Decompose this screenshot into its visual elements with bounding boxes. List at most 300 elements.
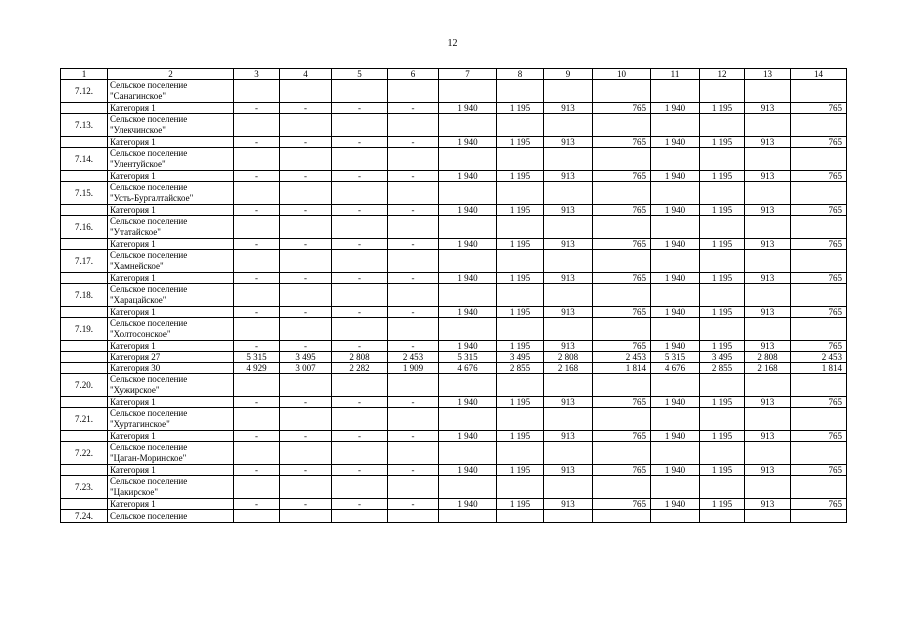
- column-header: 8: [497, 69, 544, 80]
- column-header: 7: [439, 69, 497, 80]
- empty-cell: [61, 363, 108, 374]
- value-cell: 1 940: [651, 465, 700, 476]
- empty-cell: [745, 318, 791, 341]
- empty-cell: [439, 114, 497, 137]
- value-cell: 1 195: [700, 137, 745, 148]
- value-cell: 5 315: [651, 352, 700, 363]
- section-title-line: Сельское поселение: [110, 148, 188, 158]
- empty-cell: [439, 318, 497, 341]
- empty-cell: [700, 442, 745, 465]
- value-cell: 1 195: [700, 499, 745, 510]
- empty-cell: [388, 408, 439, 431]
- empty-cell: [497, 148, 544, 171]
- section-code: 7.24.: [61, 510, 108, 523]
- empty-cell: [388, 442, 439, 465]
- empty-cell: [234, 182, 280, 205]
- empty-cell: [593, 476, 651, 499]
- empty-cell: [593, 80, 651, 103]
- column-header: 14: [791, 69, 847, 80]
- value-cell: 765: [791, 171, 847, 182]
- value-cell: 1 940: [651, 499, 700, 510]
- value-cell: 1 909: [388, 363, 439, 374]
- empty-cell: [332, 374, 388, 397]
- empty-cell: [439, 510, 497, 523]
- section-title-line: Сельское поселение: [110, 284, 188, 294]
- value-cell: -: [388, 171, 439, 182]
- section-title-line: "Цаган-Моринское": [110, 453, 187, 463]
- empty-cell: [497, 476, 544, 499]
- table-row: [61, 137, 847, 148]
- empty-cell: [700, 216, 745, 239]
- value-cell: 1 940: [439, 239, 497, 250]
- section-title-line: "Санагинское": [110, 91, 166, 101]
- empty-cell: [791, 284, 847, 307]
- empty-cell: [439, 408, 497, 431]
- value-cell: -: [332, 499, 388, 510]
- value-cell: 913: [544, 307, 593, 318]
- column-header: 3: [234, 69, 280, 80]
- section-title-line: "Улентуйское": [110, 159, 166, 169]
- column-header: 10: [593, 69, 651, 80]
- table-row: [61, 205, 847, 216]
- value-cell: 913: [544, 273, 593, 284]
- category-label: Категория 1: [108, 137, 234, 148]
- section-title-row: [61, 80, 847, 103]
- value-cell: 1 940: [651, 239, 700, 250]
- empty-cell: [332, 148, 388, 171]
- value-cell: 1 940: [651, 171, 700, 182]
- empty-cell: [700, 114, 745, 137]
- value-cell: 765: [593, 431, 651, 442]
- value-cell: -: [280, 397, 332, 408]
- value-cell: -: [332, 341, 388, 352]
- value-cell: -: [234, 465, 280, 476]
- value-cell: -: [234, 499, 280, 510]
- value-cell: 1 940: [651, 431, 700, 442]
- value-cell: -: [332, 431, 388, 442]
- section-title: [108, 510, 234, 523]
- category-label: Категория 1: [108, 171, 234, 182]
- value-cell: -: [388, 397, 439, 408]
- value-cell: 765: [791, 137, 847, 148]
- section-code: 7.22.: [61, 442, 108, 465]
- empty-cell: [593, 250, 651, 273]
- value-cell: 1 195: [700, 171, 745, 182]
- empty-cell: [61, 171, 108, 182]
- value-cell: 765: [593, 499, 651, 510]
- category-label: Категория 1: [108, 205, 234, 216]
- empty-cell: [651, 408, 700, 431]
- value-cell: 913: [745, 137, 791, 148]
- value-cell: -: [234, 137, 280, 148]
- empty-cell: [700, 318, 745, 341]
- value-cell: 1 195: [700, 307, 745, 318]
- empty-cell: [234, 216, 280, 239]
- value-cell: -: [388, 465, 439, 476]
- section-title-line: Сельское поселение: [110, 476, 188, 486]
- empty-cell: [791, 148, 847, 171]
- empty-cell: [280, 80, 332, 103]
- empty-cell: [61, 307, 108, 318]
- section-code: 7.15.: [61, 182, 108, 205]
- table-row: [61, 465, 847, 476]
- empty-cell: [497, 374, 544, 397]
- table-row: [61, 397, 847, 408]
- section-code: 7.12.: [61, 80, 108, 103]
- page-number: 12: [447, 38, 458, 49]
- empty-cell: [388, 182, 439, 205]
- value-cell: -: [234, 273, 280, 284]
- value-cell: 765: [593, 239, 651, 250]
- value-cell: 1 814: [791, 363, 847, 374]
- empty-cell: [745, 216, 791, 239]
- section-title-line: Сельское поселение: [110, 442, 188, 452]
- empty-cell: [651, 476, 700, 499]
- value-cell: -: [280, 431, 332, 442]
- empty-cell: [234, 374, 280, 397]
- section-title-line: Сельское поселение: [110, 114, 188, 124]
- empty-cell: [61, 239, 108, 250]
- empty-cell: [61, 499, 108, 510]
- empty-cell: [745, 442, 791, 465]
- empty-cell: [388, 216, 439, 239]
- table-body: [61, 80, 847, 523]
- empty-cell: [280, 250, 332, 273]
- section-title-row: [61, 148, 847, 171]
- section-code: 7.14.: [61, 148, 108, 171]
- empty-cell: [791, 510, 847, 523]
- value-cell: -: [388, 239, 439, 250]
- table-row: [61, 363, 847, 374]
- value-cell: 765: [593, 465, 651, 476]
- empty-cell: [234, 476, 280, 499]
- empty-cell: [497, 408, 544, 431]
- value-cell: 2 855: [497, 363, 544, 374]
- empty-cell: [544, 182, 593, 205]
- empty-cell: [388, 476, 439, 499]
- table-row: [61, 171, 847, 182]
- value-cell: 1 195: [700, 205, 745, 216]
- value-cell: -: [234, 239, 280, 250]
- empty-cell: [497, 182, 544, 205]
- value-cell: 1 195: [497, 341, 544, 352]
- empty-cell: [745, 250, 791, 273]
- table-row: [61, 352, 847, 363]
- empty-cell: [791, 476, 847, 499]
- empty-cell: [745, 114, 791, 137]
- category-label: Категория 1: [108, 103, 234, 114]
- section-title: [108, 284, 234, 307]
- value-cell: -: [388, 431, 439, 442]
- empty-cell: [61, 431, 108, 442]
- value-cell: 2 808: [332, 352, 388, 363]
- section-title-line: "Цакирское": [110, 487, 159, 497]
- table-row: [61, 307, 847, 318]
- value-cell: 1 940: [439, 103, 497, 114]
- empty-cell: [544, 408, 593, 431]
- value-cell: 1 940: [439, 465, 497, 476]
- category-label: Категория 1: [108, 465, 234, 476]
- section-title-row: [61, 510, 847, 523]
- column-header: 13: [745, 69, 791, 80]
- empty-cell: [593, 216, 651, 239]
- empty-cell: [280, 284, 332, 307]
- table-row: [61, 499, 847, 510]
- empty-cell: [544, 476, 593, 499]
- empty-cell: [700, 476, 745, 499]
- section-title: [108, 250, 234, 273]
- value-cell: 765: [791, 205, 847, 216]
- value-cell: 765: [593, 273, 651, 284]
- empty-cell: [61, 341, 108, 352]
- empty-cell: [497, 318, 544, 341]
- value-cell: 1 940: [651, 341, 700, 352]
- value-cell: -: [388, 205, 439, 216]
- value-cell: -: [280, 499, 332, 510]
- empty-cell: [234, 442, 280, 465]
- value-cell: 913: [544, 465, 593, 476]
- empty-cell: [439, 182, 497, 205]
- empty-cell: [544, 318, 593, 341]
- section-title-row: [61, 442, 847, 465]
- value-cell: 3 007: [280, 363, 332, 374]
- empty-cell: [651, 510, 700, 523]
- value-cell: 1 195: [700, 431, 745, 442]
- value-cell: 3 495: [497, 352, 544, 363]
- table-row: [61, 273, 847, 284]
- empty-cell: [280, 374, 332, 397]
- table-row: [61, 431, 847, 442]
- empty-cell: [388, 114, 439, 137]
- empty-cell: [439, 148, 497, 171]
- value-cell: -: [280, 171, 332, 182]
- category-label: Категория 1: [108, 273, 234, 284]
- value-cell: 765: [791, 499, 847, 510]
- empty-cell: [700, 148, 745, 171]
- empty-cell: [388, 318, 439, 341]
- value-cell: 2 808: [544, 352, 593, 363]
- empty-cell: [791, 318, 847, 341]
- section-title: [108, 408, 234, 431]
- value-cell: 765: [791, 341, 847, 352]
- empty-cell: [497, 250, 544, 273]
- value-cell: 2 808: [745, 352, 791, 363]
- value-cell: 913: [745, 205, 791, 216]
- section-title-line: "Холтосонское": [110, 329, 171, 339]
- empty-cell: [544, 442, 593, 465]
- value-cell: 2 168: [745, 363, 791, 374]
- value-cell: 765: [791, 465, 847, 476]
- empty-cell: [745, 408, 791, 431]
- value-cell: 913: [745, 397, 791, 408]
- value-cell: 1 195: [497, 431, 544, 442]
- empty-cell: [593, 148, 651, 171]
- empty-cell: [544, 250, 593, 273]
- empty-cell: [700, 510, 745, 523]
- empty-cell: [651, 442, 700, 465]
- value-cell: 765: [593, 171, 651, 182]
- value-cell: -: [234, 431, 280, 442]
- empty-cell: [745, 80, 791, 103]
- empty-cell: [544, 374, 593, 397]
- value-cell: 2 855: [700, 363, 745, 374]
- empty-cell: [593, 318, 651, 341]
- empty-cell: [700, 182, 745, 205]
- empty-cell: [745, 476, 791, 499]
- empty-cell: [332, 182, 388, 205]
- section-title-line: "Улекчинское": [110, 125, 166, 135]
- empty-cell: [791, 182, 847, 205]
- value-cell: -: [280, 205, 332, 216]
- value-cell: 913: [745, 465, 791, 476]
- section-code: 7.20.: [61, 374, 108, 397]
- column-header: 9: [544, 69, 593, 80]
- value-cell: -: [234, 341, 280, 352]
- empty-cell: [388, 510, 439, 523]
- empty-cell: [280, 216, 332, 239]
- value-cell: 1 940: [651, 103, 700, 114]
- value-cell: -: [332, 465, 388, 476]
- empty-cell: [280, 408, 332, 431]
- header-row: [61, 69, 847, 80]
- value-cell: 765: [791, 103, 847, 114]
- empty-cell: [593, 114, 651, 137]
- value-cell: 913: [544, 397, 593, 408]
- empty-cell: [280, 442, 332, 465]
- empty-cell: [651, 284, 700, 307]
- value-cell: 1 195: [497, 171, 544, 182]
- empty-cell: [439, 80, 497, 103]
- value-cell: -: [332, 397, 388, 408]
- value-cell: 1 940: [439, 137, 497, 148]
- value-cell: 1 195: [497, 307, 544, 318]
- empty-cell: [332, 408, 388, 431]
- empty-cell: [332, 80, 388, 103]
- section-title: [108, 442, 234, 465]
- section-title-row: [61, 374, 847, 397]
- value-cell: -: [234, 205, 280, 216]
- empty-cell: [791, 442, 847, 465]
- value-cell: 1 195: [700, 341, 745, 352]
- empty-cell: [651, 114, 700, 137]
- section-title-line: Сельское поселение: [110, 408, 188, 418]
- empty-cell: [791, 216, 847, 239]
- value-cell: 913: [745, 341, 791, 352]
- value-cell: 1 940: [651, 397, 700, 408]
- value-cell: 1 195: [700, 397, 745, 408]
- empty-cell: [700, 408, 745, 431]
- section-code: 7.13.: [61, 114, 108, 137]
- value-cell: -: [332, 307, 388, 318]
- empty-cell: [280, 510, 332, 523]
- value-cell: -: [332, 205, 388, 216]
- value-cell: -: [332, 239, 388, 250]
- empty-cell: [791, 250, 847, 273]
- value-cell: 2 453: [593, 352, 651, 363]
- empty-cell: [61, 465, 108, 476]
- empty-cell: [651, 182, 700, 205]
- value-cell: 1 940: [439, 307, 497, 318]
- value-cell: 4 676: [439, 363, 497, 374]
- empty-cell: [791, 114, 847, 137]
- empty-cell: [497, 216, 544, 239]
- empty-cell: [332, 216, 388, 239]
- value-cell: 1 814: [593, 363, 651, 374]
- empty-cell: [439, 374, 497, 397]
- section-title: [108, 476, 234, 499]
- section-title-line: Сельское поселение: [110, 216, 188, 226]
- value-cell: 913: [745, 499, 791, 510]
- column-header: 2: [108, 69, 234, 80]
- section-title: [108, 318, 234, 341]
- section-code: 7.18.: [61, 284, 108, 307]
- category-label: Категория 1: [108, 431, 234, 442]
- empty-cell: [651, 80, 700, 103]
- value-cell: -: [388, 499, 439, 510]
- category-label: Категория 30: [108, 363, 234, 374]
- value-cell: 913: [544, 205, 593, 216]
- category-label: Категория 27: [108, 352, 234, 363]
- empty-cell: [332, 318, 388, 341]
- section-code: 7.17.: [61, 250, 108, 273]
- empty-cell: [388, 80, 439, 103]
- value-cell: -: [234, 171, 280, 182]
- value-cell: 4 929: [234, 363, 280, 374]
- value-cell: 1 195: [497, 205, 544, 216]
- value-cell: -: [388, 273, 439, 284]
- value-cell: 1 940: [651, 273, 700, 284]
- empty-cell: [791, 374, 847, 397]
- empty-cell: [234, 408, 280, 431]
- section-code: 7.23.: [61, 476, 108, 499]
- value-cell: 765: [791, 431, 847, 442]
- empty-cell: [234, 114, 280, 137]
- empty-cell: [497, 510, 544, 523]
- value-cell: -: [280, 103, 332, 114]
- empty-cell: [332, 442, 388, 465]
- empty-cell: [745, 284, 791, 307]
- section-title-row: [61, 284, 847, 307]
- empty-cell: [544, 114, 593, 137]
- empty-cell: [332, 510, 388, 523]
- value-cell: 913: [745, 239, 791, 250]
- value-cell: 913: [745, 431, 791, 442]
- empty-cell: [332, 476, 388, 499]
- value-cell: -: [234, 307, 280, 318]
- section-title-row: [61, 408, 847, 431]
- value-cell: -: [280, 273, 332, 284]
- section-title-row: [61, 216, 847, 239]
- section-title: [108, 114, 234, 137]
- value-cell: 913: [745, 273, 791, 284]
- empty-cell: [651, 318, 700, 341]
- section-title-line: Сельское поселение: [110, 510, 188, 521]
- empty-cell: [651, 148, 700, 171]
- section-title-row: [61, 476, 847, 499]
- value-cell: 1 195: [497, 397, 544, 408]
- value-cell: 1 940: [439, 499, 497, 510]
- value-cell: 765: [593, 307, 651, 318]
- section-title-line: Сельское поселение: [110, 318, 188, 328]
- empty-cell: [745, 374, 791, 397]
- empty-cell: [497, 284, 544, 307]
- empty-cell: [234, 148, 280, 171]
- value-cell: 913: [745, 103, 791, 114]
- empty-cell: [593, 510, 651, 523]
- value-cell: -: [234, 397, 280, 408]
- empty-cell: [497, 114, 544, 137]
- empty-cell: [332, 284, 388, 307]
